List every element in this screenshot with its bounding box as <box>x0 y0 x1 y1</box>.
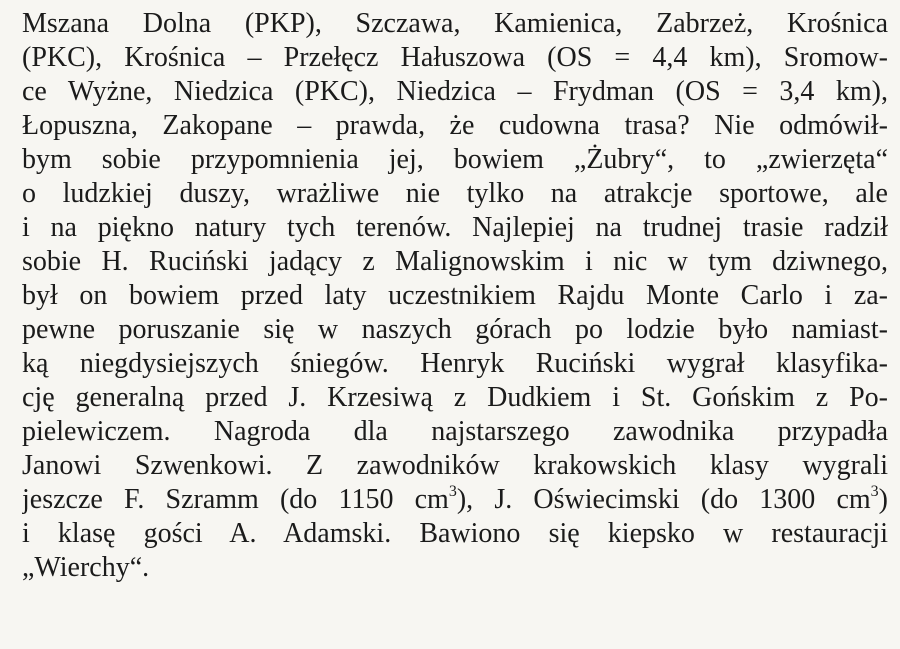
text-line: i klasę gości A. Adamski. Bawiono się kiepsko w restauracji <box>22 518 888 549</box>
text-line: Łopuszna, Zakopane – prawda, że cudowna trasa? Nie odmówił- <box>22 110 888 141</box>
superscript: 3 <box>870 482 879 500</box>
text-line-last: „Wierchy“. <box>22 552 150 583</box>
text-line: o ludzkiej duszy, wrażliwe nie tylko na atrakcje sportowe, ale <box>22 178 888 209</box>
text-line: cję generalną przed J. Krzesiwą z Dudkiem i St. Gońskim z Po- <box>22 382 888 413</box>
text-line: był on bowiem przed laty uczestnikiem Rajdu Monte Carlo i za- <box>22 280 888 311</box>
text-line: pewne poruszanie się w naszych górach po lodzie było namiast- <box>22 314 888 345</box>
text-line: ką niegdysiejszych śniegów. Henryk Ruciński wygrał klasyfika- <box>22 348 888 379</box>
text-line: (PKC), Krośnica – Przełęcz Hałuszowa (OS = 4,4 km), Sromow- <box>22 42 888 73</box>
text-line-with-superscripts <box>22 482 888 518</box>
text-line: bym sobie przypomnienia jej, bowiem „Żubry“, to „zwierzęta“ <box>22 144 888 175</box>
text-segment: ), J. Oświecimski (do 1300 cm <box>456 484 871 515</box>
text-line: sobie H. Ruciński jadący z Malignowskim i nic w tym dziwnego, <box>22 246 888 277</box>
superscript: 3 <box>448 482 457 500</box>
document-page <box>22 6 888 646</box>
text-segment: jeszcze F. Szramm (do 1150 cm <box>22 484 449 515</box>
text-line: ce Wyżne, Niedzica (PKC), Niedzica – Frydman (OS = 3,4 km), <box>22 76 888 107</box>
text-line: i na piękno natury tych terenów. Najlepiej na trudnej trasie radził <box>22 212 888 243</box>
text-segment: ) <box>878 484 888 515</box>
text-line: Mszana Dolna (PKP), Szczawa, Kamienica, Zabrzeż, Krośnica <box>22 8 888 39</box>
text-line: pielewiczem. Nagroda dla najstarszego zawodnika przypadła <box>22 416 888 447</box>
text-line: Janowi Szwenkowi. Z zawodników krakowskich klasy wygrali <box>22 450 888 481</box>
